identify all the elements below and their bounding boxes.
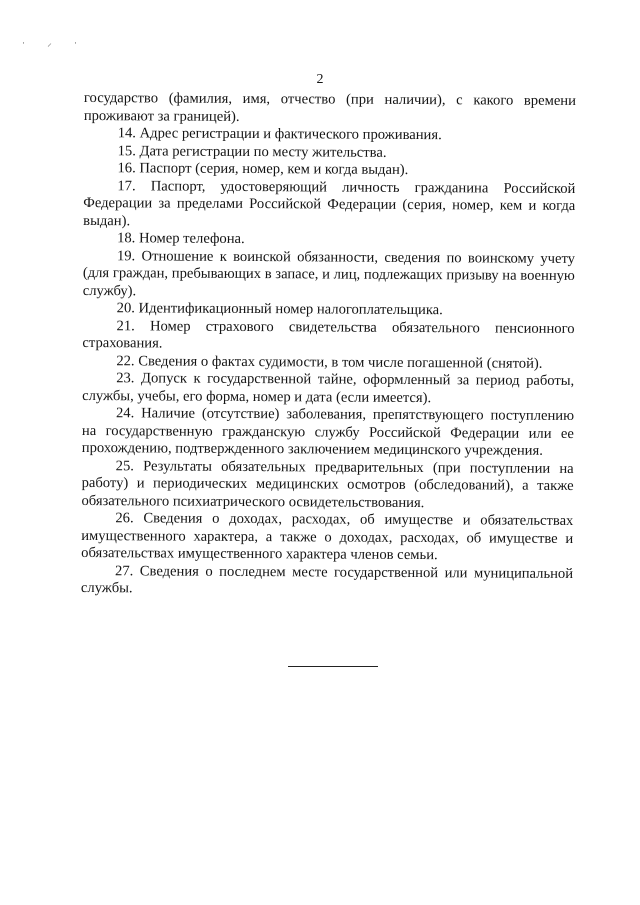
page-number: 2 — [316, 72, 324, 87]
paragraph-item-14: 14. Адрес регистрации и фактического проживания. — [117, 125, 442, 144]
paragraph-item-16: 16. Паспорт (серия, номер, кем и когда выдан). — [117, 160, 409, 178]
paragraph-item-20: 20. Идентификационный номер налогоплательщика. — [116, 300, 443, 319]
paragraph-item-18: 18. Номер телефона. — [117, 230, 245, 247]
paragraph-item-15: 15. Дата регистрации по месту жительства. — [117, 142, 387, 161]
end-divider-line — [288, 666, 378, 667]
paragraph-item-22: 22. Сведения о фактах судимости, в том числе погашенной (снятой). — [116, 352, 543, 372]
paragraph-item-26: 26. Сведения о доходах, расходах, об имуществе и обязательствах имущественного характера, а также о доходах, расходах, об имуществе и обязательствах имущественного характера членов семьи. — [81, 510, 574, 564]
paragraph-item-17: 17. Паспорт, удостоверяющий личность гражданина Российской Федерации за пределами Российской Федерации (серия, номер, кем и когда выдан). — [83, 177, 576, 229]
paragraph-item-25: 25. Результаты обязательных предварительных (при поступлении на работу) и периодических медицинских осмотров (обследований), а также обязательного психиатрического освидетельствования. — [81, 457, 574, 511]
document-body — [81, 90, 576, 600]
scan-marks: · ⸝ · — [22, 38, 87, 48]
paragraph-item-27: 27. Сведения о последнем месте государственной или муниципальной службы. — [80, 562, 574, 597]
paragraph-continuation: государство (фамилия, имя, отчество (при наличии), с какого времени проживают за границей). — [83, 90, 576, 125]
paragraph-item-23: 23. Допуск к государственной тайне, оформленный за период работы, службы, учебы, его форма, номер и дата (если имеется). — [82, 370, 575, 406]
paragraph-item-21: 21. Номер страхового свидетельства обязательного пенсионного страхования. — [82, 317, 575, 352]
paragraph-item-19: 19. Отношение к воинской обязанности, сведения по воинскому учету (для граждан, пребывающих в запасе, и лиц, подлежащих призыву на военную службу). — [82, 247, 576, 299]
paragraph-item-24: 24. Наличие (отсутствие) заболевания, препятствующего поступлению на государственную гражданскую службу Российской Федерации или ее прохождению, подтвержденного заключением медицинского учреждения. — [81, 405, 575, 459]
